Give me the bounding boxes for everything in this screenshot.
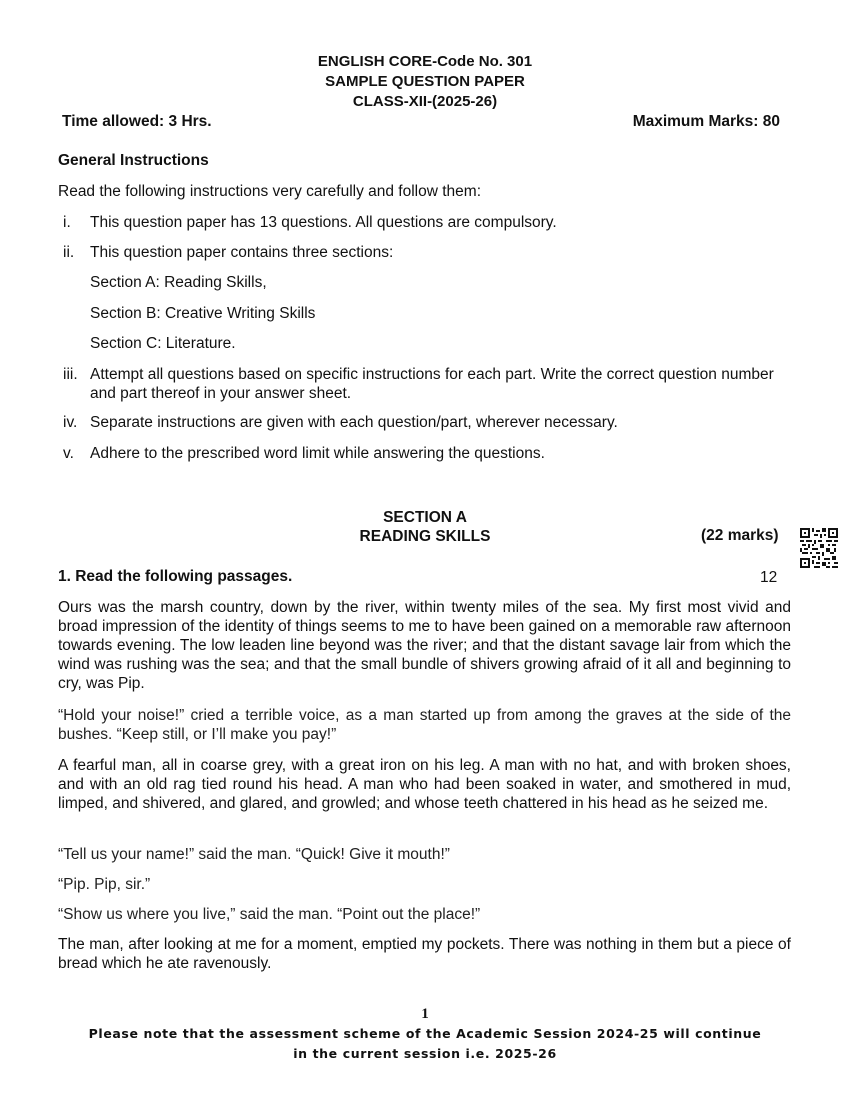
instruction-text: Adhere to the prescribed word limit while answering the questions.	[90, 445, 545, 462]
instruction-item	[63, 213, 798, 232]
passage-paragraph: “Tell us your name!” said the man. “Quick! Give it mouth!”	[58, 846, 450, 863]
section-marks: (22 marks)	[701, 527, 779, 544]
paper-class: CLASS-XII-(2025-26)	[352, 93, 498, 110]
section-title: SECTION A	[383, 509, 467, 526]
passage-paragraph: “Pip. Pip, sir.”	[58, 876, 151, 893]
instruction-number: i.	[63, 214, 71, 231]
section-list-item: Section C: Literature.	[90, 335, 236, 352]
instruction-text: Separate instructions are given with each question/part, wherever necessary.	[90, 414, 618, 431]
footer-note-line2: in the current session i.e. 2025-26	[293, 1046, 557, 1061]
passage-paragraph: The man, after looking at me for a moment, emptied my pockets. There was nothing in them but a piece of bread which he ate ravenously.	[58, 936, 791, 972]
qr-code-icon[interactable]	[800, 528, 838, 568]
instruction-text: This question paper contains three sections:	[90, 244, 394, 261]
instruction-item	[63, 365, 775, 403]
instruction-item	[63, 413, 798, 432]
question-label: 1. Read the following passages.	[58, 568, 293, 585]
paper-subtitle: SAMPLE QUESTION PAPER	[325, 73, 525, 90]
instruction-item	[63, 444, 798, 463]
paper-title: ENGLISH CORE-Code No. 301	[317, 53, 533, 70]
instruction-number: iv.	[63, 414, 78, 431]
instruction-number: ii.	[63, 244, 75, 261]
section-list-item: Section B: Creative Writing Skills	[90, 305, 316, 322]
page-number: 1	[421, 1006, 429, 1022]
passage-paragraph: A fearful man, all in coarse grey, with a great iron on his leg. A man with no hat, and with broken shoes, and with an old rag tied round his head. A man who had been soaked in water, and smothered in mud, limped, and shivered, and glared, and growled; and whose teeth chattered in his head as he seized me.	[58, 757, 791, 812]
instruction-number: iii.	[63, 366, 78, 383]
section-list-item: Section A: Reading Skills,	[90, 274, 267, 291]
section-subtitle: READING SKILLS	[359, 528, 491, 545]
instruction-text: This question paper has 13 questions. All questions are compulsory.	[90, 214, 557, 231]
passage-paragraph: “Show us where you live,” said the man. “Point out the place!”	[58, 906, 481, 923]
time-allowed: Time allowed: 3 Hrs.	[62, 113, 212, 130]
question-marks: 12	[760, 569, 778, 586]
passage-paragraph: Ours was the marsh country, down by the river, within twenty miles of the sea. My first most vivid and broad impression of the identity of things seems to me to have been gained on a memorable raw afternoon towards evening. The low leaden line beyond was the river; and that the distant savage lair from which the wind was rushing was the sea; and that the small bundle of shivers growing afraid of it all and beginning to cry, was Pip.	[58, 599, 791, 692]
instruction-text: Attempt all questions based on specific instructions for each part. Write the correct question number and part thereof in your answer sheet.	[90, 366, 774, 402]
instructions-intro: Read the following instructions very carefully and follow them:	[58, 183, 482, 200]
instruction-item	[63, 243, 798, 262]
footer-note-line1: Please note that the assessment scheme of the Academic Session 2024-25 will continue	[88, 1026, 762, 1041]
passage-paragraph: “Hold your noise!” cried a terrible voice, as a man started up from among the graves at the side of the bushes. “Keep still, or I’ll make you pay!”	[58, 707, 791, 743]
maximum-marks: Maximum Marks: 80	[632, 113, 780, 130]
instructions-title: General Instructions	[58, 152, 209, 169]
instruction-number: v.	[63, 445, 74, 462]
